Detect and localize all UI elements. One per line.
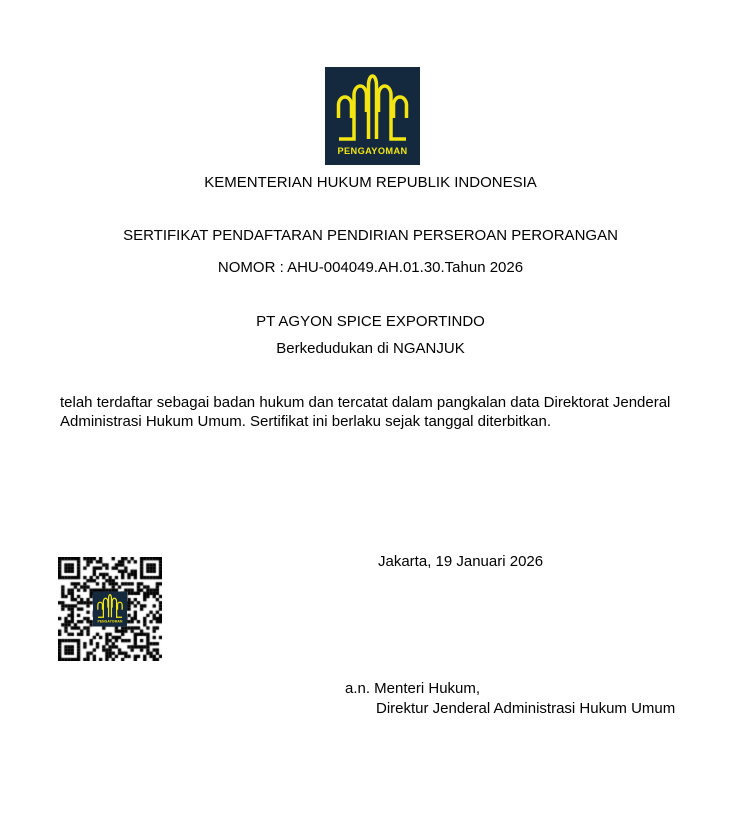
signature-block: [345, 679, 675, 718]
qr-code: [58, 557, 162, 661]
pengayoman-emblem-icon-small: [93, 591, 127, 627]
pengayoman-emblem-icon: [325, 67, 420, 165]
place-date: Jakarta, 19 Januari 2026: [378, 553, 544, 570]
certificate-title: SERTIFIKAT PENDAFTARAN PENDIRIAN PERSEROAN PERORANGAN: [123, 227, 618, 244]
body-paragraph: telah terdaftar sebagai badan hukum dan tercatat dalam pangkalan data Direktorat Jenderal Administrasi Hukum Umum. Sertifikat ini berlaku sejak tanggal diterbitkan.: [60, 394, 671, 430]
company-name: PT AGYON SPICE EXPORTINDO: [256, 313, 485, 330]
on-behalf-line: a.n. Menteri Hukum,: [345, 680, 481, 697]
qr-center-logo: [93, 591, 127, 627]
official-title-line: Direktur Jenderal Administrasi Hukum Umum: [376, 699, 676, 717]
ministry-logo: [325, 67, 420, 165]
company-domicile: Berkedudukan di NGANJUK: [276, 340, 465, 357]
certificate-number: NOMOR : AHU-004049.AH.01.30.Tahun 2026: [217, 259, 524, 276]
ministry-name: KEMENTERIAN HUKUM REPUBLIK INDONESIA: [204, 174, 537, 191]
